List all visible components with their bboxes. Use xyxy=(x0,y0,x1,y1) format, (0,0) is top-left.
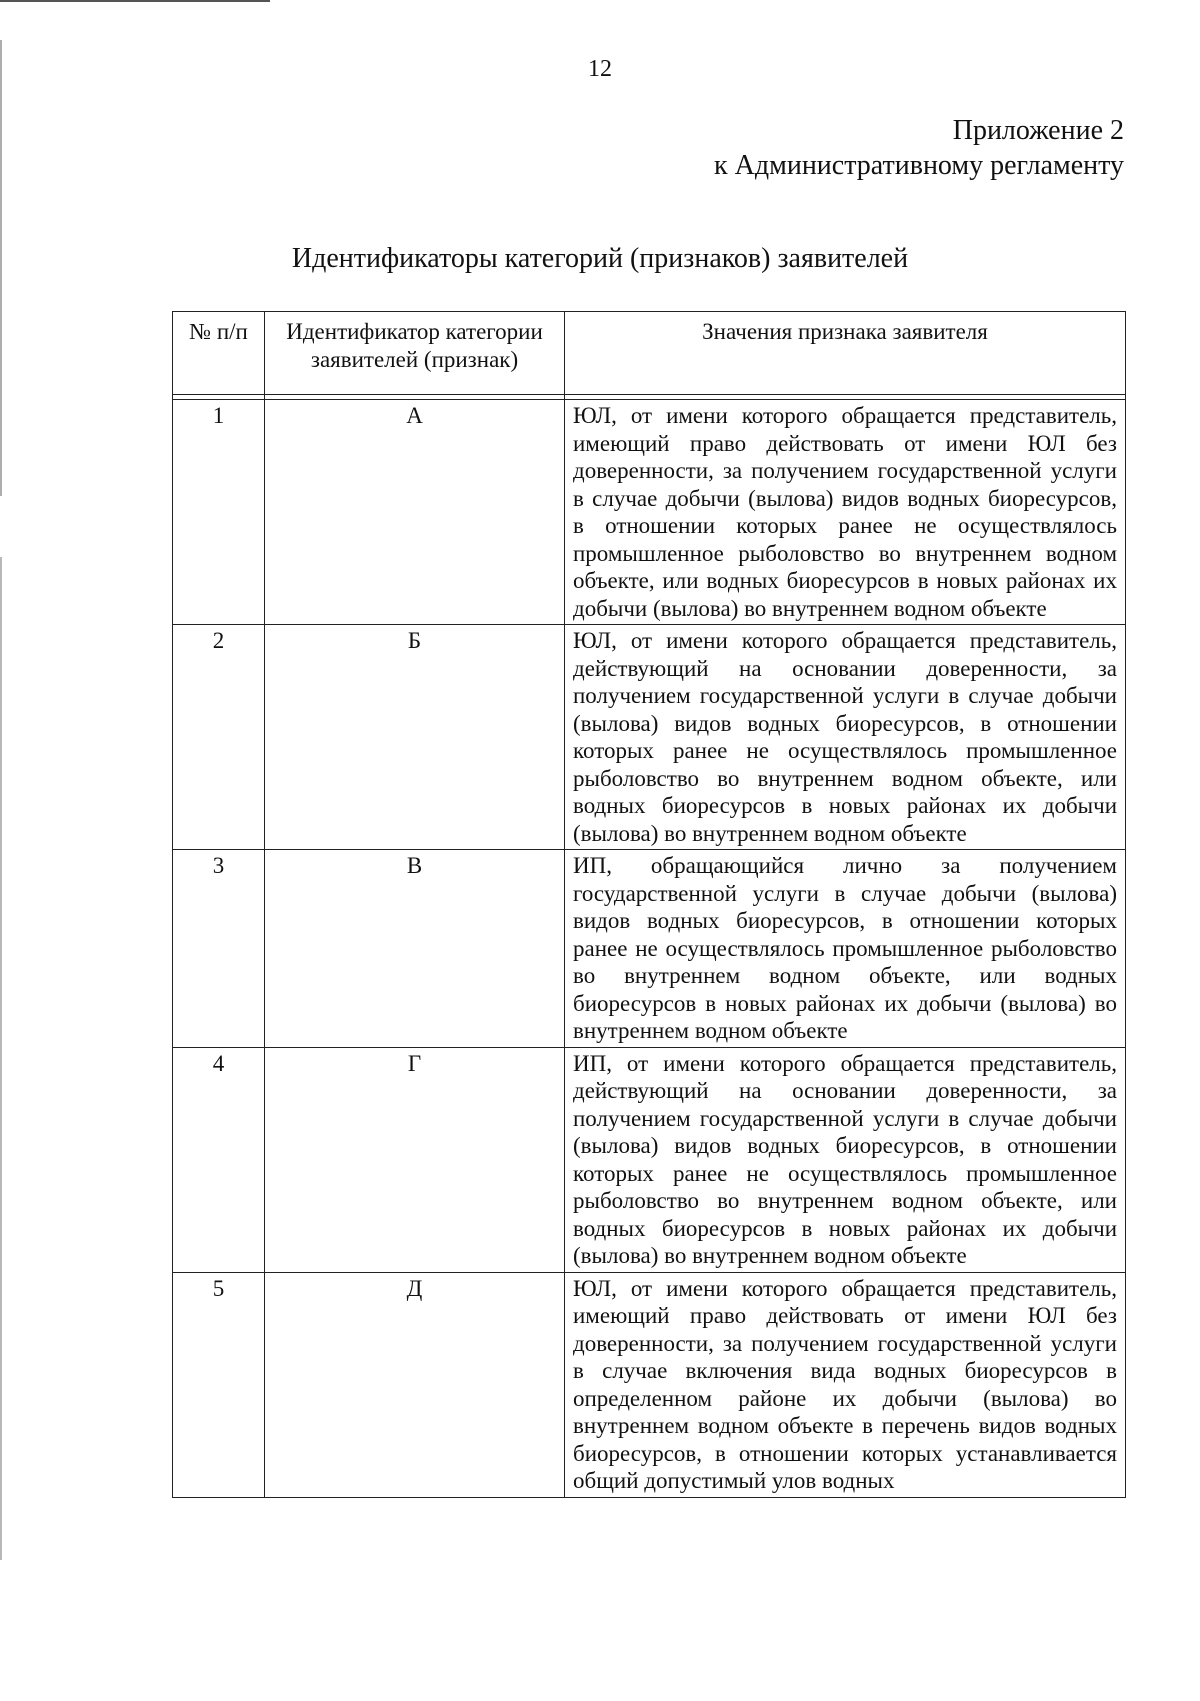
row-value: ЮЛ, от имени которого обращается представитель, имеющий право действовать от имени ЮЛ без доверенности, за получением государственной услуги в случае включения вида водных биоресурсов в определенном районе их добычи (вылова) во внутреннем водном объекте в перечень видов водных биоресурсов, в отношении которых устанавливается общий допустимый улов водных xyxy=(565,1272,1126,1497)
row-identifier: А xyxy=(265,400,565,625)
table-row xyxy=(173,1272,1126,1497)
appendix-line-1: Приложение 2 xyxy=(952,115,1124,146)
document-title: Идентификаторы категорий (признаков) заявителей xyxy=(291,243,909,274)
table-header-row xyxy=(173,312,1126,395)
row-identifier: Г xyxy=(265,1047,565,1272)
header-num: № п/п xyxy=(173,312,265,395)
row-num: 5 xyxy=(173,1272,265,1497)
table-row xyxy=(173,850,1126,1048)
row-num: 4 xyxy=(173,1047,265,1272)
row-num: 3 xyxy=(173,850,265,1048)
appendix-line-2: к Административному регламенту xyxy=(714,150,1124,181)
row-value: ЮЛ, от имени которого обращается представитель, имеющий право действовать от имени ЮЛ без доверенности, за получением государственной услуги в случае добычи (вылова) видов водных биоресурсов, в отношении которых ранее не осуществлялось промышленное рыболовство во внутреннем водном объекте, или водных биоресурсов в новых районах их добычи (вылова) во внутреннем водном объекте xyxy=(565,400,1126,625)
row-num: 1 xyxy=(173,400,265,625)
page-number: 12 xyxy=(588,56,612,82)
row-value: ЮЛ, от имени которого обращается представитель, действующий на основании доверенности, за получением государственной услуги в случае добычи (вылова) видов водных биоресурсов, в отношении которых ранее не осуществлялось промышленное рыболовство во внутреннем водном объекте, или водных биоресурсов в новых районах их добычи (вылова) во внутреннем водном объекте xyxy=(565,625,1126,850)
appendix-header xyxy=(714,113,1124,183)
row-identifier: В xyxy=(265,850,565,1048)
row-num: 2 xyxy=(173,625,265,850)
table-row xyxy=(173,1047,1126,1272)
identifiers-table xyxy=(172,311,1126,1498)
row-value: ИП, обращающийся лично за получением государственной услуги в случае добычи (вылова) видов водных биоресурсов, в отношении которых ранее не осуществлялось промышленное рыболовство во внутреннем водном объекте, или водных биоресурсов в новых районах их добычи (вылова) во внутреннем водном объекте xyxy=(565,850,1126,1048)
row-value: ИП, от имени которого обращается представитель, действующий на основании доверенности, за получением государственной услуги в случае добычи (вылова) видов водных биоресурсов, в отношении которых ранее не осуществлялось промышленное рыболовство во внутреннем водном объекте, или водных биоресурсов в новых районах их добычи (вылова) во внутреннем водном объекте xyxy=(565,1047,1126,1272)
table-row xyxy=(173,400,1126,625)
scan-edge-top xyxy=(0,0,270,2)
row-identifier: Д xyxy=(265,1272,565,1497)
row-identifier: Б xyxy=(265,625,565,850)
table-row xyxy=(173,625,1126,850)
header-value: Значения признака заявителя xyxy=(565,312,1126,395)
header-identifier: Идентификатор категории заявителей (признак) xyxy=(265,312,565,395)
